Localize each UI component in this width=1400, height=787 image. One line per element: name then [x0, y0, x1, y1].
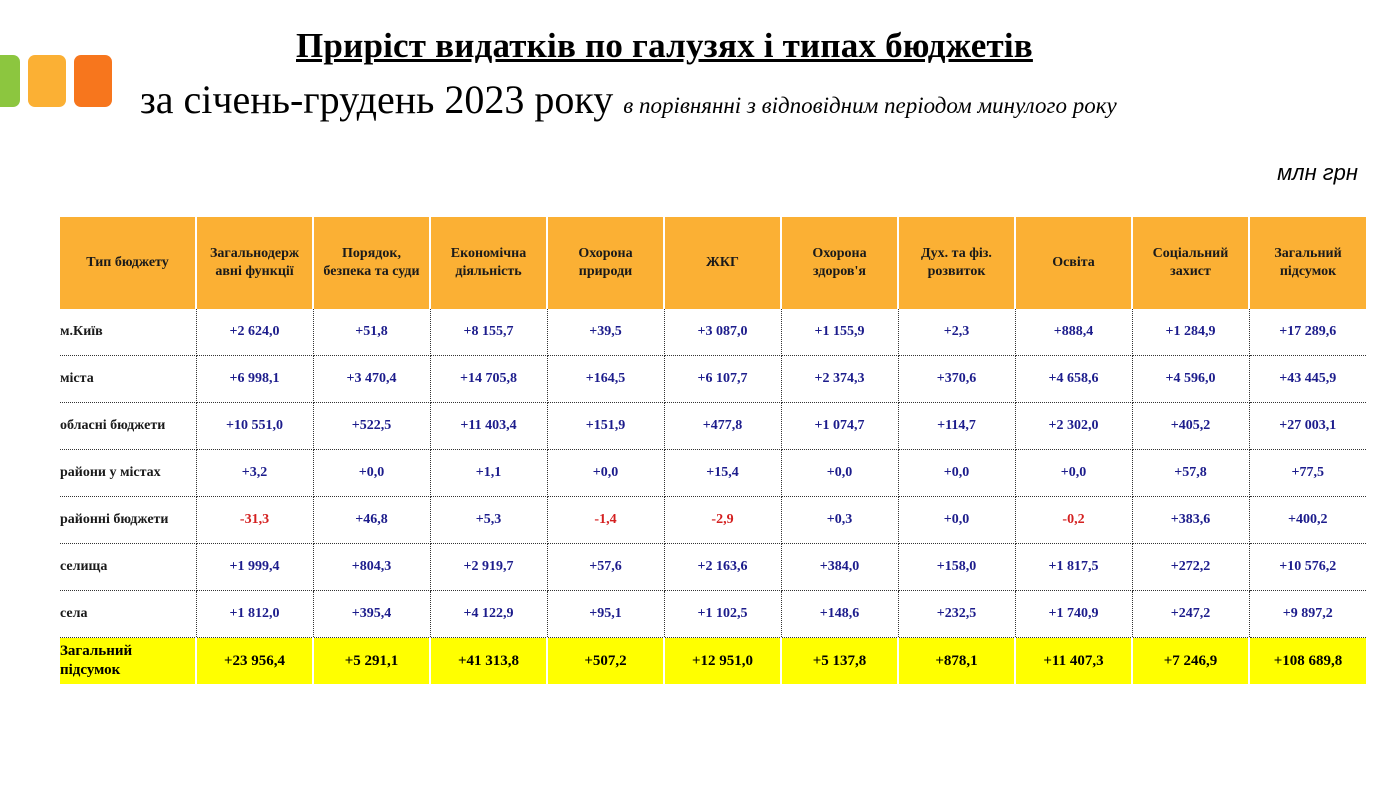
- table-cell: +41 313,8: [430, 638, 547, 685]
- table-cell: +4 596,0: [1132, 356, 1249, 403]
- table-cell: +8 155,7: [430, 309, 547, 356]
- table-cell: +43 445,9: [1249, 356, 1366, 403]
- row-label: райони у містах: [60, 450, 196, 497]
- table-cell: +272,2: [1132, 544, 1249, 591]
- table-cell: +405,2: [1132, 403, 1249, 450]
- table-cell: +1 817,5: [1015, 544, 1132, 591]
- column-header: Освіта: [1015, 217, 1132, 309]
- subtitle-period: за січень-грудень 2023 року: [140, 77, 614, 122]
- table-cell: +4 658,6: [1015, 356, 1132, 403]
- table-cell: +2 374,3: [781, 356, 898, 403]
- table-cell: +14 705,8: [430, 356, 547, 403]
- table-cell: +51,8: [313, 309, 430, 356]
- table-cell: +9 897,2: [1249, 591, 1366, 638]
- table-cell: +1 102,5: [664, 591, 781, 638]
- table-row: [60, 591, 1366, 638]
- table-cell: +247,2: [1132, 591, 1249, 638]
- page-title: Приріст видатків по галузях і типах бюджетів: [296, 26, 1033, 65]
- table-cell: +0,0: [313, 450, 430, 497]
- row-label: міста: [60, 356, 196, 403]
- table-row: [60, 450, 1366, 497]
- table-cell: -0,2: [1015, 497, 1132, 544]
- table-cell: +395,4: [313, 591, 430, 638]
- table-cell: +23 956,4: [196, 638, 313, 685]
- table-cell: +164,5: [547, 356, 664, 403]
- table-cell: +108 689,8: [1249, 638, 1366, 685]
- table-header-row: [60, 217, 1366, 309]
- unit-label: млн грн: [1277, 160, 1358, 185]
- table-cell: +2 624,0: [196, 309, 313, 356]
- row-label: села: [60, 591, 196, 638]
- table-row: [60, 356, 1366, 403]
- table-cell: +0,0: [898, 497, 1015, 544]
- table-cell: +888,4: [1015, 309, 1132, 356]
- table-cell: +46,8: [313, 497, 430, 544]
- table-cell: +878,1: [898, 638, 1015, 685]
- column-header: ЖКГ: [664, 217, 781, 309]
- table-cell: +2 919,7: [430, 544, 547, 591]
- table-cell: +12 951,0: [664, 638, 781, 685]
- table-cell: +10 551,0: [196, 403, 313, 450]
- column-header: Соціальний захист: [1132, 217, 1249, 309]
- table-row: [60, 544, 1366, 591]
- table-cell: +3,2: [196, 450, 313, 497]
- table-cell: +10 576,2: [1249, 544, 1366, 591]
- row-label: обласні бюджети: [60, 403, 196, 450]
- table-cell: +57,8: [1132, 450, 1249, 497]
- table-cell: -31,3: [196, 497, 313, 544]
- table-cell: +1 999,4: [196, 544, 313, 591]
- column-header: Загальнодерж авні функції: [196, 217, 313, 309]
- row-label: Загальний підсумок: [60, 638, 196, 685]
- column-header-budget-type: Тип бюджету: [60, 217, 196, 309]
- table-cell: +5 291,1: [313, 638, 430, 685]
- table-cell: +384,0: [781, 544, 898, 591]
- table-cell: +0,0: [898, 450, 1015, 497]
- table-cell: +15,4: [664, 450, 781, 497]
- table-cell: +1,1: [430, 450, 547, 497]
- table-cell: -1,4: [547, 497, 664, 544]
- table-cell: +5,3: [430, 497, 547, 544]
- table-cell: +6 998,1: [196, 356, 313, 403]
- column-header: Охорона природи: [547, 217, 664, 309]
- table-cell: +3 087,0: [664, 309, 781, 356]
- table-cell: +0,0: [547, 450, 664, 497]
- table-row: [60, 309, 1366, 356]
- table-cell: +151,9: [547, 403, 664, 450]
- table-cell: +5 137,8: [781, 638, 898, 685]
- table-cell: +1 155,9: [781, 309, 898, 356]
- column-header: Економічна діяльність: [430, 217, 547, 309]
- table-cell: +17 289,6: [1249, 309, 1366, 356]
- table-cell: +3 470,4: [313, 356, 430, 403]
- row-label: селища: [60, 544, 196, 591]
- budget-table: [60, 217, 1366, 684]
- table-row: [60, 497, 1366, 544]
- table-cell: +95,1: [547, 591, 664, 638]
- table-cell: +2,3: [898, 309, 1015, 356]
- table-cell: +77,5: [1249, 450, 1366, 497]
- table-cell: +1 284,9: [1132, 309, 1249, 356]
- column-header: Охорона здоров'я: [781, 217, 898, 309]
- table-cell: +27 003,1: [1249, 403, 1366, 450]
- table-cell: +383,6: [1132, 497, 1249, 544]
- table-cell: +11 403,4: [430, 403, 547, 450]
- table-cell: +11 407,3: [1015, 638, 1132, 685]
- table-cell: +7 246,9: [1132, 638, 1249, 685]
- row-label: районні бюджети: [60, 497, 196, 544]
- subtitle-note: в порівнянні з відповідним періодом минулого року: [623, 93, 1117, 118]
- table-cell: +400,2: [1249, 497, 1366, 544]
- logo-square-yellow: [28, 55, 66, 107]
- logo-square-orange: [74, 55, 112, 107]
- table-cell: +507,2: [547, 638, 664, 685]
- subtitle: [140, 76, 1117, 123]
- table-row: [60, 403, 1366, 450]
- column-header: Порядок, безпека та суди: [313, 217, 430, 309]
- table-cell: +477,8: [664, 403, 781, 450]
- table-cell: -2,9: [664, 497, 781, 544]
- table-cell: +2 302,0: [1015, 403, 1132, 450]
- table-cell: +370,6: [898, 356, 1015, 403]
- column-header: Загальний підсумок: [1249, 217, 1366, 309]
- table-cell: +4 122,9: [430, 591, 547, 638]
- table-cell: +39,5: [547, 309, 664, 356]
- logo-square-green: [0, 55, 20, 107]
- table-cell: +232,5: [898, 591, 1015, 638]
- total-row: [60, 638, 1366, 685]
- table-cell: +1 074,7: [781, 403, 898, 450]
- table-cell: +2 163,6: [664, 544, 781, 591]
- table-cell: +114,7: [898, 403, 1015, 450]
- table-cell: +0,0: [1015, 450, 1132, 497]
- table-cell: +522,5: [313, 403, 430, 450]
- column-header: Дух. та фіз. розвиток: [898, 217, 1015, 309]
- table-cell: +1 740,9: [1015, 591, 1132, 638]
- table-cell: +0,3: [781, 497, 898, 544]
- table-cell: +148,6: [781, 591, 898, 638]
- table-cell: +158,0: [898, 544, 1015, 591]
- table-cell: +1 812,0: [196, 591, 313, 638]
- table-cell: +6 107,7: [664, 356, 781, 403]
- table-cell: +57,6: [547, 544, 664, 591]
- table-cell: +804,3: [313, 544, 430, 591]
- row-label: м.Київ: [60, 309, 196, 356]
- table-cell: +0,0: [781, 450, 898, 497]
